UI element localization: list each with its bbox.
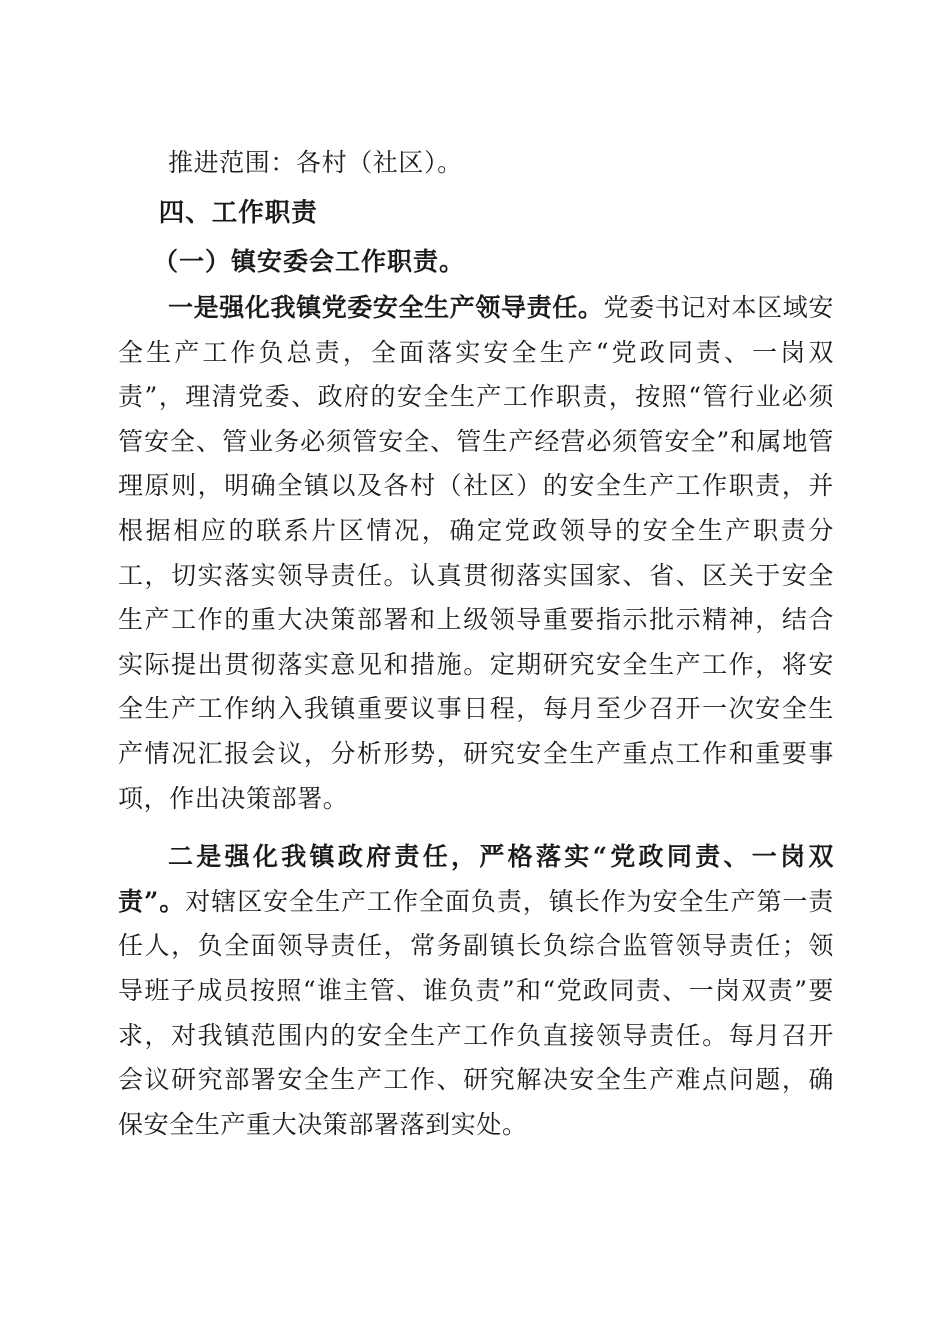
paragraph-lead: 一是强化我镇党委安全生产领导责任。 <box>168 293 604 322</box>
paragraph-lead: 二是强化我镇政府责任，严格落实“党政同责、一岗双责”。 <box>118 842 834 916</box>
paragraph-spacer <box>118 821 834 835</box>
paragraph-government <box>118 835 834 1147</box>
document-body <box>118 138 834 1147</box>
paragraph-party-committee <box>118 286 834 821</box>
subsection-title: （一）镇安委会工作职责。 <box>153 247 466 276</box>
paragraph-body: 党委书记对本区域安全生产工作负总责，全面落实安全生产“党政同责、一岗双责”，理清党委、政府的安全生产工作职责，按照“管行业必须管安全、管业务必须管安全、管生产经营必须管安全”和属地管理原则，明确全镇以及各村（社区）的安全生产工作职责，并根据相应的联系片区情况，确定党政领导的安全生产职责分工，切实落实领导责任。认真贯彻落实国家、省、区关于安全生产工作的重大决策部署和上级领导重要指示批示精神，结合实际提出贯彻落实意见和措施。定期研究安全生产工作，将安全生产工作纳入我镇重要议事日程，每月至少召开一次安全生产情况汇报会议，分析形势，研究安全生产重点工作和重要事项，作出决策部署。 <box>118 293 834 813</box>
scope-line: 推进范围：各村（社区）。 <box>168 148 463 177</box>
section-title: 四、工作职责 <box>158 198 318 228</box>
paragraph-body: 对辖区安全生产工作全面负责，镇长作为安全生产第一责任人，负全面领导责任，常务副镇长负综合监管领导责任；领导班子成员按照“谁主管、谁负责”和“党政同责、一岗双责”要求，对我镇范围内的安全生产工作负直接领导责任。每月召开会议研究部署安全生产工作、研究解决安全生产难点问题，确保安全生产重大决策部署落到实处。 <box>118 886 834 1139</box>
